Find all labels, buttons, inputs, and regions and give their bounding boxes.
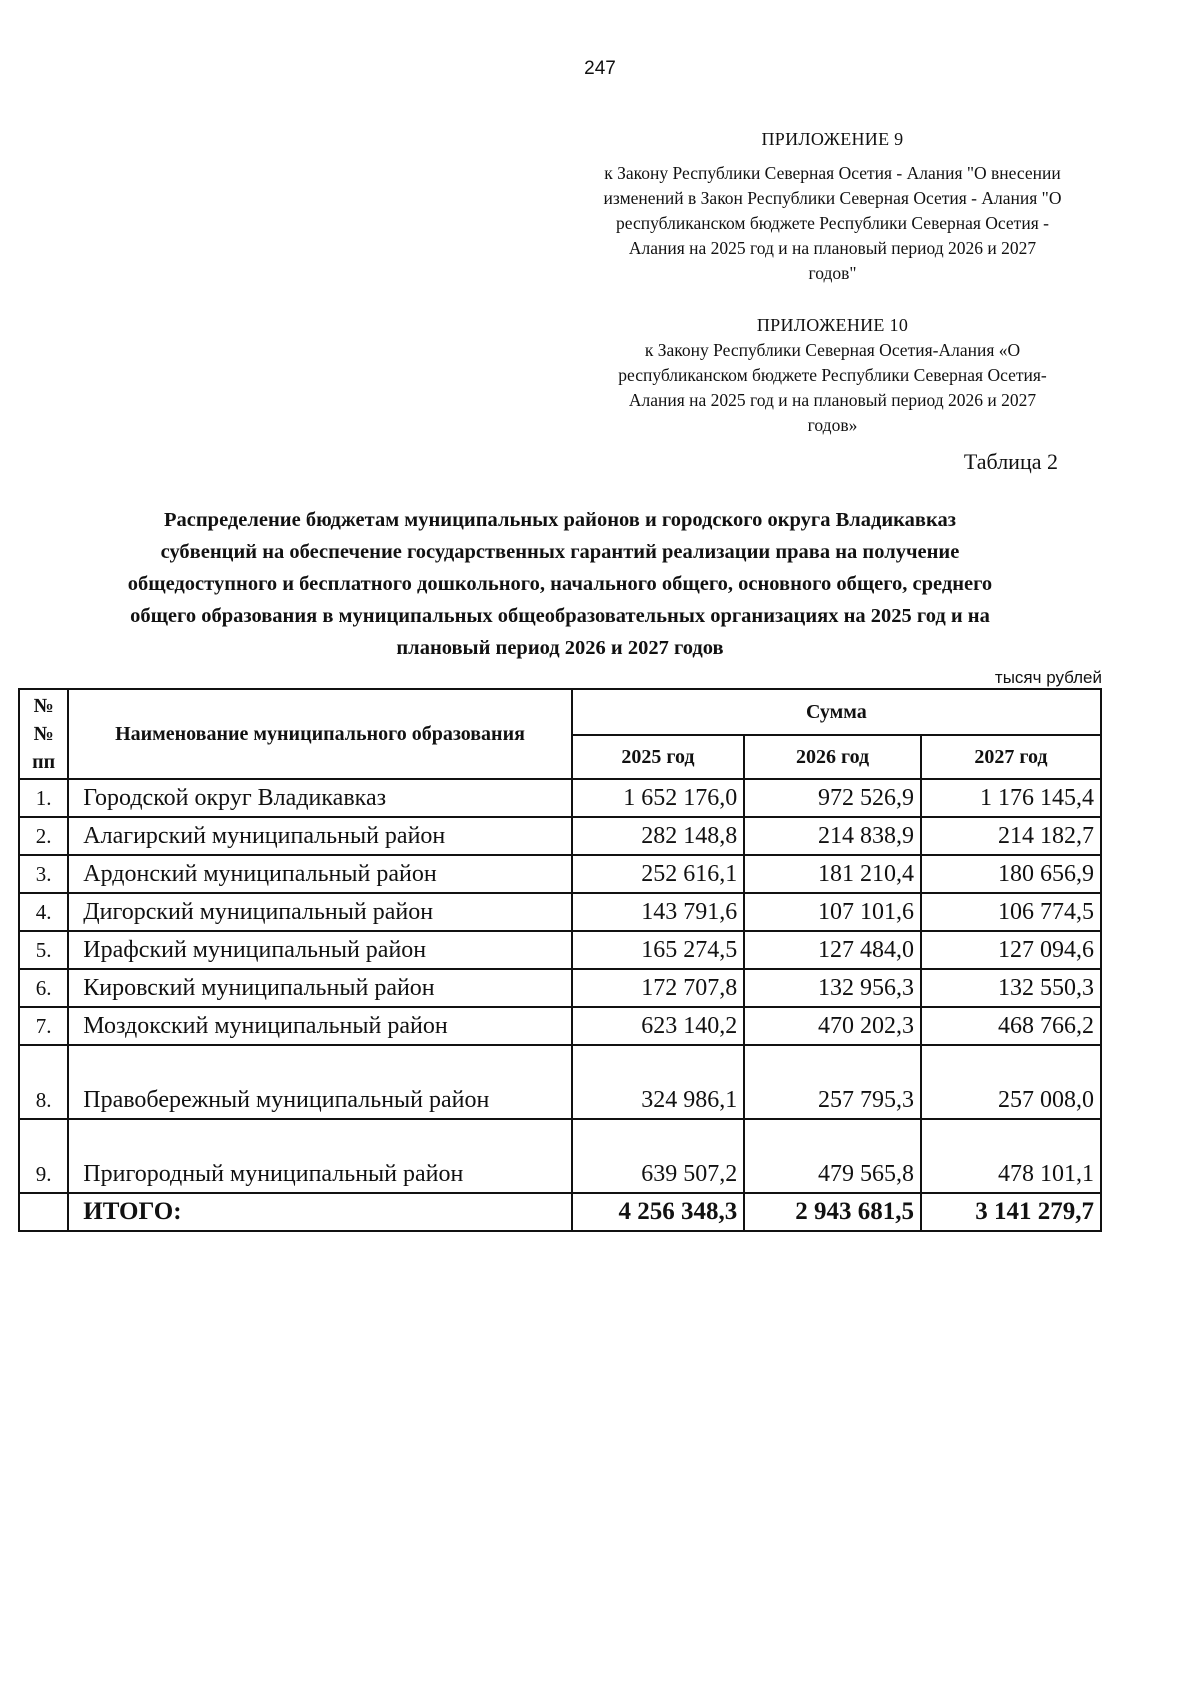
header-sum: Сумма [572, 689, 1101, 735]
total-number [19, 1193, 68, 1231]
table-row [19, 931, 1101, 969]
table-number: Таблица 2 [963, 449, 1058, 474]
row-value-2027: 257 008,0 [921, 1045, 1101, 1119]
row-value-2025: 143 791,6 [572, 893, 744, 931]
row-value-2025: 172 707,8 [572, 969, 744, 1007]
row-value-2027: 132 550,3 [921, 969, 1101, 1007]
row-value-2027: 1 176 145,4 [921, 779, 1101, 817]
header-year-2025: 2025 год [572, 735, 744, 779]
table-row [19, 893, 1101, 931]
appendix-9-block [560, 127, 1105, 286]
row-name: Кировский муниципальный район [68, 969, 571, 1007]
total-value-2026: 2 943 681,5 [744, 1193, 921, 1231]
page-number: 247 [584, 58, 616, 79]
row-name: Ардонский муниципальный район [68, 855, 571, 893]
row-number: 2. [19, 817, 68, 855]
appendix-9-line: к Закону Республики Северная Осетия - Алания "О внесении [604, 163, 1061, 183]
appendix-10-block [560, 313, 1105, 438]
row-name: Ирафский муниципальный район [68, 931, 571, 969]
row-value-2026: 214 838,9 [744, 817, 921, 855]
heading-line: общедоступного и бесплатного дошкольного, начального общего, основного общего, среднего [127, 573, 993, 595]
document-heading [30, 504, 1090, 664]
appendix-9-line: годов" [808, 263, 857, 283]
header-name: Наименование муниципального образования [68, 689, 571, 779]
row-value-2027: 214 182,7 [921, 817, 1101, 855]
row-name: Пригородный муниципальный район [68, 1119, 571, 1193]
row-number: 9. [19, 1119, 68, 1193]
table-row [19, 779, 1101, 817]
row-value-2026: 181 210,4 [744, 855, 921, 893]
row-value-2026: 470 202,3 [744, 1007, 921, 1045]
appendix-9-line: республиканском бюджете Республики Северная Осетия - [616, 213, 1049, 233]
row-value-2026: 132 956,3 [744, 969, 921, 1007]
appendix-9-line: изменений в Закон Республики Северная Осетия - Алания "О [603, 188, 1062, 208]
row-value-2026: 257 795,3 [744, 1045, 921, 1119]
row-value-2026: 972 526,9 [744, 779, 921, 817]
row-name: Городской округ Владикавказ [68, 779, 571, 817]
row-name: Моздокский муниципальный район [68, 1007, 571, 1045]
row-value-2027: 106 774,5 [921, 893, 1101, 931]
total-label: ИТОГО: [68, 1193, 571, 1231]
row-value-2025: 639 507,2 [572, 1119, 744, 1193]
table-row [19, 855, 1101, 893]
row-number: 5. [19, 931, 68, 969]
appendix-9-line: Алания на 2025 год и на плановый период 2026 и 2027 [628, 238, 1037, 258]
row-value-2025: 252 616,1 [572, 855, 744, 893]
row-number: 6. [19, 969, 68, 1007]
subvention-table [18, 688, 1102, 1232]
appendix-10-line: Алания на 2025 год и на плановый период 2026 и 2027 [628, 390, 1037, 410]
table-row [19, 969, 1101, 1007]
row-number: 8. [19, 1045, 68, 1119]
heading-line: субвенций на обеспечение государственных гарантий реализации права на получение [160, 541, 960, 563]
row-value-2027: 180 656,9 [921, 855, 1101, 893]
row-name: Правобережный муниципальный район [68, 1045, 571, 1119]
row-value-2026: 127 484,0 [744, 931, 921, 969]
table-header-row [19, 689, 1101, 735]
row-value-2026: 479 565,8 [744, 1119, 921, 1193]
header-year-2026: 2026 год [744, 735, 921, 779]
row-value-2027: 468 766,2 [921, 1007, 1101, 1045]
appendix-10-line: годов» [807, 415, 858, 435]
total-value-2027: 3 141 279,7 [921, 1193, 1101, 1231]
appendix-10-title: ПРИЛОЖЕНИЕ 10 [756, 315, 909, 335]
table-total-row [19, 1193, 1101, 1231]
heading-line: Распределение бюджетам муниципальных районов и городского округа Владикавказ [163, 509, 956, 531]
header-number: №№ пп [19, 689, 68, 779]
row-value-2025: 324 986,1 [572, 1045, 744, 1119]
heading-line: плановый период 2026 и 2027 годов [396, 637, 724, 659]
units-label: тысяч рублей [994, 668, 1102, 687]
appendix-10-line: к Закону Республики Северная Осетия-Алания «О [644, 340, 1021, 360]
table-row [19, 1045, 1101, 1119]
row-number: 3. [19, 855, 68, 893]
table-row [19, 817, 1101, 855]
header-year-2027: 2027 год [921, 735, 1101, 779]
total-value-2025: 4 256 348,3 [572, 1193, 744, 1231]
row-name: Дигорский муниципальный район [68, 893, 571, 931]
row-name: Алагирский муниципальный район [68, 817, 571, 855]
table-row [19, 1007, 1101, 1045]
row-value-2025: 165 274,5 [572, 931, 744, 969]
appendix-10-line: республиканском бюджете Республики Северная Осетия- [618, 365, 1047, 385]
row-value-2027: 478 101,1 [921, 1119, 1101, 1193]
row-value-2026: 107 101,6 [744, 893, 921, 931]
row-value-2025: 623 140,2 [572, 1007, 744, 1045]
table-row [19, 1119, 1101, 1193]
appendix-9-title: ПРИЛОЖЕНИЕ 9 [761, 129, 904, 149]
heading-line: общего образования в муниципальных общеобразовательных организациях на 2025 год и на [130, 605, 990, 627]
row-value-2025: 1 652 176,0 [572, 779, 744, 817]
row-number: 4. [19, 893, 68, 931]
row-value-2027: 127 094,6 [921, 931, 1101, 969]
row-number: 7. [19, 1007, 68, 1045]
row-value-2025: 282 148,8 [572, 817, 744, 855]
row-number: 1. [19, 779, 68, 817]
